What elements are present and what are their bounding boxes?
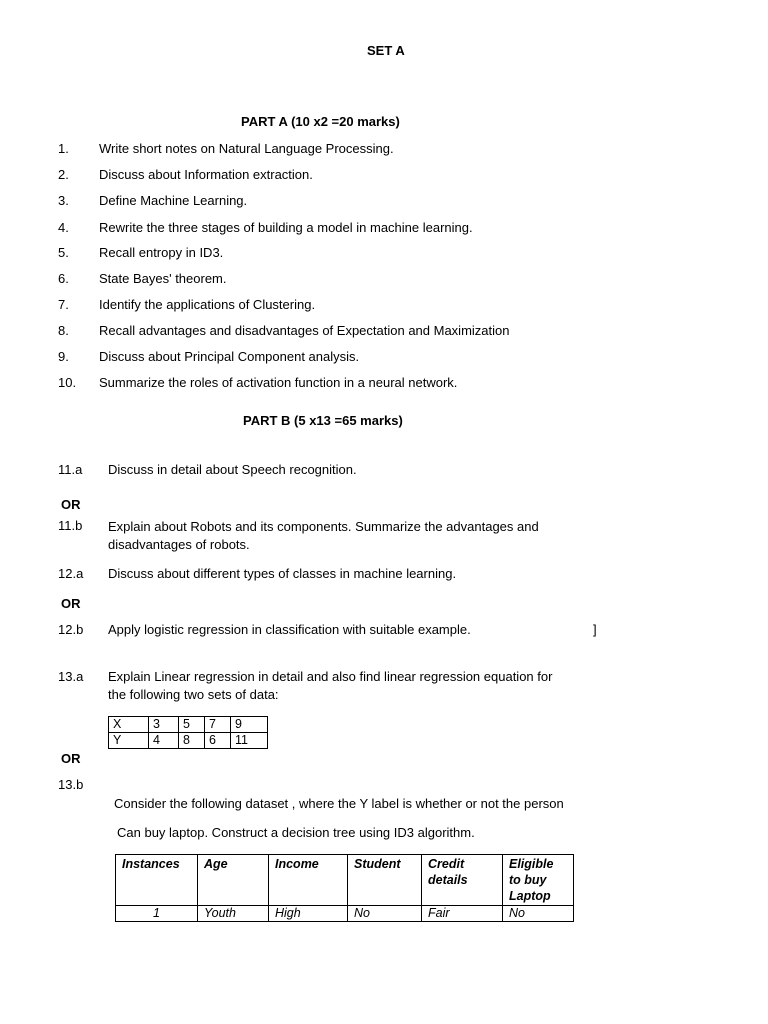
column-header: Credit details xyxy=(422,855,503,906)
question-text: Write short notes on Natural Language Processing. xyxy=(99,141,394,156)
table-row xyxy=(116,906,574,922)
table-cell: 9 xyxy=(231,717,268,733)
question-number: 11.a xyxy=(58,462,83,477)
question-number: 10. xyxy=(58,375,77,390)
table-cell: No xyxy=(348,906,422,922)
table-cell: 4 xyxy=(149,733,179,749)
table-cell: 6 xyxy=(205,733,231,749)
column-header: Income xyxy=(269,855,348,906)
question-text: Can buy laptop. Construct a decision tree using ID3 algorithm. xyxy=(117,825,475,840)
table-cell: 5 xyxy=(179,717,205,733)
question-number: 6. xyxy=(58,271,69,286)
question-number: 1. xyxy=(58,141,69,156)
or-label: OR xyxy=(61,751,81,766)
question-text: State Bayes' theorem. xyxy=(99,271,227,286)
question-text: Explain about Robots and its components. Summarize the advantages and disadvantages of robots. xyxy=(108,519,539,552)
set-title: SET A xyxy=(367,43,405,58)
question-number: 11.b xyxy=(58,518,83,533)
question-text: Apply logistic regression in classification with suitable example. xyxy=(108,622,471,637)
question-number: 3. xyxy=(58,193,69,208)
dataset-table xyxy=(115,854,574,922)
column-header: Age xyxy=(198,855,269,906)
question-number: 2. xyxy=(58,167,69,182)
table-cell: No xyxy=(503,906,574,922)
question-number: 9. xyxy=(58,349,69,364)
question-number: 4. xyxy=(58,220,69,235)
question-text: Rewrite the three stages of building a model in machine learning. xyxy=(99,220,473,235)
question-number: 8. xyxy=(58,323,69,338)
table-cell: Youth xyxy=(198,906,269,922)
question-number: 13.b xyxy=(58,777,84,792)
question-text: Consider the following dataset , where the Y label is whether or not the person xyxy=(114,796,564,811)
column-header: Instances xyxy=(116,855,198,906)
part-a-title: PART A (10 x2 =20 marks) xyxy=(241,114,400,129)
table-cell: 7 xyxy=(205,717,231,733)
table-cell: 8 xyxy=(179,733,205,749)
question-text: Summarize the roles of activation function in a neural network. xyxy=(99,375,458,390)
or-label: OR xyxy=(61,596,81,611)
table-row xyxy=(109,717,268,733)
xy-data-table xyxy=(108,716,268,749)
table-cell: Fair xyxy=(422,906,503,922)
column-header: Student xyxy=(348,855,422,906)
question-text: Define Machine Learning. xyxy=(99,193,248,208)
table-row xyxy=(109,733,268,749)
question-text: Explain Linear regression in detail and also find linear regression equation for the following two sets of data: xyxy=(108,669,553,702)
table-cell: X xyxy=(109,717,149,733)
question-number: 5. xyxy=(58,245,69,260)
question-text: Recall entropy in ID3. xyxy=(99,245,224,260)
question-text: Identify the applications of Clustering. xyxy=(99,297,316,312)
table-cell: Y xyxy=(109,733,149,749)
table-cell: 11 xyxy=(231,733,268,749)
question-text: Discuss about different types of classes in machine learning. xyxy=(108,566,457,581)
question-number: 12.b xyxy=(58,622,84,637)
question-text: Recall advantages and disadvantages of Expectation and Maximization xyxy=(99,323,510,338)
or-label: OR xyxy=(61,497,81,512)
question-number: 7. xyxy=(58,297,69,312)
table-cell: 1 xyxy=(116,906,198,922)
part-b-title: PART B (5 x13 =65 marks) xyxy=(243,413,403,428)
question-number: 13.a xyxy=(58,669,84,684)
table-cell: 3 xyxy=(149,717,179,733)
bracket-mark: ] xyxy=(593,622,597,637)
question-number: 12.a xyxy=(58,566,84,581)
table-cell: High xyxy=(269,906,348,922)
column-header: Eligible to buy Laptop xyxy=(503,855,574,906)
question-text: Discuss about Information extraction. xyxy=(99,167,313,182)
question-text: Discuss about Principal Component analysis. xyxy=(99,349,360,364)
table-header-row xyxy=(116,855,574,906)
question-text: Discuss in detail about Speech recognition. xyxy=(108,462,357,477)
